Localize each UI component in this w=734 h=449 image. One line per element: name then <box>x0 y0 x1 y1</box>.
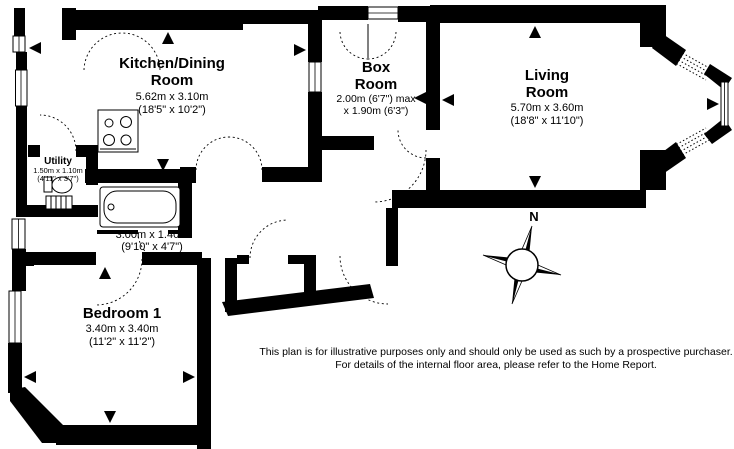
room-dims-metric: 3.00m x 1.40m <box>115 229 189 241</box>
room-name: Bedroom 1 <box>82 305 162 322</box>
room-name: Utility <box>44 156 72 167</box>
entrance-angled-wall <box>222 284 374 316</box>
room-dims-metric: 3.40m x 3.40m <box>85 323 159 335</box>
arrow-up <box>529 26 541 38</box>
room-kitchen-label <box>119 55 225 116</box>
room-dims-metric: 1.50m x 1.10m <box>33 166 83 175</box>
room-dims-imperial: (11'2" x 11'2") <box>88 336 156 348</box>
room-living-label <box>511 67 584 127</box>
door-arc <box>84 33 122 70</box>
arrow-right <box>294 44 306 56</box>
arrow-left <box>414 92 426 104</box>
room-dims-metric: 2.00m (6'7") max <box>336 93 416 105</box>
bath-icon <box>100 187 180 227</box>
room-bedroom-label <box>83 305 161 348</box>
door-arc <box>40 115 76 151</box>
door-arc <box>398 130 426 158</box>
room-name: Living <box>524 67 570 84</box>
room-name: Room <box>150 72 194 89</box>
room-name: Room <box>354 76 398 93</box>
window <box>9 291 21 343</box>
arrow-up <box>162 32 174 44</box>
disclaimer-line1: This plan is for illustrative purposes only and should only be used as such by a prospective purchaser. <box>259 346 733 358</box>
arrow-left <box>442 94 454 106</box>
room-dims-metric: 5.70m x 3.60m <box>510 102 584 114</box>
arrow-down <box>104 411 116 423</box>
hallway-dims-label <box>116 229 189 253</box>
north-label: N <box>529 209 539 224</box>
room-name: Room <box>525 84 569 101</box>
door-arc <box>250 220 288 258</box>
window <box>368 7 398 19</box>
bay-window-center <box>721 82 728 126</box>
window <box>309 62 321 92</box>
arrow-up <box>99 267 111 279</box>
room-name: Kitchen/Dining <box>119 55 225 72</box>
cupboard-door-arc <box>368 32 396 59</box>
room-dims-imperial: (4'11" x 3'7") <box>37 174 79 183</box>
compass-rose <box>483 209 561 304</box>
window <box>13 36 25 52</box>
disclaimer-line2: For details of the internal floor area, please refer to the Home Report. <box>335 359 657 371</box>
arrow-down <box>529 176 541 188</box>
room-dims-imperial: (9'10" x 4'7") <box>121 241 183 253</box>
arrow-left <box>29 42 41 54</box>
arrow-left <box>24 371 36 383</box>
room-dims-imperial: (18'8" x 11'10") <box>510 115 584 127</box>
room-dims-imperial: (18'5" x 10'2") <box>138 104 206 116</box>
door-arc <box>196 137 229 170</box>
door-arc <box>96 259 142 305</box>
disclaimer <box>259 346 732 371</box>
room-name: Box <box>361 59 391 76</box>
washer-icon <box>46 196 72 209</box>
arrow-right <box>183 371 195 383</box>
window <box>16 70 28 106</box>
arrow-right <box>707 98 719 110</box>
room-dims-metric: 5.62m x 3.10m <box>135 91 209 103</box>
window <box>12 219 25 249</box>
room-utility-label <box>33 156 83 183</box>
door-arc <box>229 137 262 170</box>
hob-icon <box>98 110 138 152</box>
cupboard-door-arc <box>340 32 368 59</box>
room-box-label <box>336 59 416 117</box>
room-dims-imperial: x 1.90m (6'3") <box>343 105 409 117</box>
